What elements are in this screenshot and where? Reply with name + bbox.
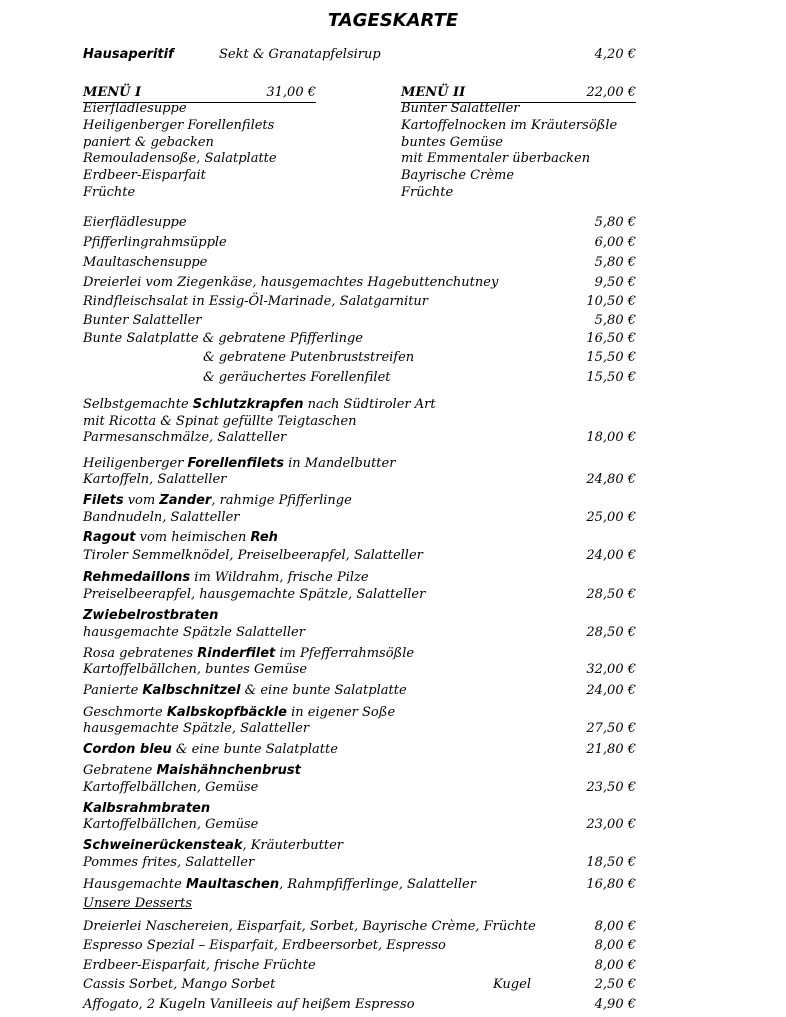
dish-title: Rosa gebratenes Rinderfilet im Pfefferrahmsößle [83,646,415,661]
starter-row [83,234,636,252]
dish-price: 21,80 € [586,742,636,757]
dessert-row [83,918,636,936]
dish-desc: Preiselbeerapfel, hausgemachte Spätzle, Salatteller [83,587,426,602]
starter-row [83,274,636,292]
menu1-course: paniert & gebacken [83,134,214,150]
aperitif-row [83,46,636,64]
dish-line [83,854,636,872]
dish-title: Heiligenberger Forellenfilets in Mandelbutter [83,456,396,471]
dessert-text: Erdbeer-Eisparfait, frische Früchte [83,958,316,973]
menu1-courses [83,101,277,202]
aperitif-desc: Sekt & Granatapfelsirup [219,47,381,62]
menu2-courses [401,101,617,202]
dessert-row [83,976,636,994]
dish-title: Schweinerückensteak, Kräuterbutter [83,838,343,853]
menu2-course: Bayrische Crème [401,168,515,184]
starter-price: 5,80 € [594,255,636,270]
starter-text: Bunte Salatplatte & gebratene Pfifferlinge [83,331,364,346]
dish-price: 24,00 € [586,683,636,698]
menu1-name: MENÜ I [83,85,142,100]
dessert-unit: Kugel [493,977,531,992]
dish-price: 24,80 € [586,472,636,487]
starter-text: Pfifferlingrahmsüpple [83,235,227,250]
menu2-course: Früchte [401,184,454,200]
dish-title: Rehmedaillons im Wildrahm, frische Pilze [83,570,369,585]
dish-desc: Tiroler Semmelknödel, Preiselbeerapfel, Salatteller [83,548,423,563]
dish-title: Ragout vom heimischen Reh [83,530,278,545]
dessert-text: Espresso Spezial – Eisparfait, Erdbeersorbet, Espresso [83,938,446,953]
menu2-course: Kartoffelnocken im Kräutersößle [401,117,618,133]
starter-text: & geräuchertes Forellenfilet [203,370,391,385]
desserts-heading-row [83,895,636,913]
dish-price: 28,50 € [586,587,636,602]
aperitif-price: 4,20 € [594,47,636,62]
dessert-price: 4,90 € [594,997,636,1012]
dish-desc: hausgemachte Spätzle Salatteller [83,625,305,640]
starter-text: Dreierlei vom Ziegenkäse, hausgemachtes Hagebuttenchutney [83,275,499,290]
dish-line [83,816,636,834]
dish-desc: mit Ricotta & Spinat gefüllte Teigtaschen [83,414,357,429]
dish-title: Hausgemachte Maultaschen, Rahmpfifferlinge, Salatteller [83,877,476,892]
dish-line [83,492,636,510]
dish-line [83,509,636,527]
dessert-price: 2,50 € [594,977,636,992]
dish-line [83,529,636,547]
dish-price: 23,50 € [586,780,636,795]
starter-price: 15,50 € [586,370,636,385]
dish-line [83,624,636,642]
menu1-course: Remouladensoße, Salatplatte [83,151,277,167]
dish-desc: hausgemachte Spätzle, Salatteller [83,721,310,736]
starter-text: Eierflädlesuppe [83,215,187,230]
dish-title: Zwiebelrostbraten [83,608,219,623]
starter-price: 16,50 € [586,331,636,346]
menu1-course: Heiligenberger Forellenfilets [83,117,275,133]
dish-desc: Bandnudeln, Salatteller [83,510,240,525]
dish-line [83,471,636,489]
starter-row [83,369,636,387]
starter-row [83,330,636,348]
dish-line [83,569,636,587]
starter-price: 5,80 € [594,313,636,328]
starter-row [83,349,636,367]
dish-desc: Kartoffelbällchen, Gemüse [83,780,259,795]
menu2-course: Bunter Salatteller [401,101,520,116]
dessert-price: 8,00 € [594,919,636,934]
menu1-course: Erdbeer-Eisparfait [83,168,206,184]
dish-line [83,547,636,565]
dish-title: Gebratene Maishähnchenbrust [83,763,301,778]
dish-line [83,762,636,780]
dish-line [83,779,636,797]
dish-price: 23,00 € [586,817,636,832]
dish-line [83,720,636,738]
dessert-text: Affogato, 2 Kugeln Vanilleeis auf heißem Espresso [83,997,415,1012]
menu1-price: 31,00 € [266,85,316,100]
dessert-price: 8,00 € [594,958,636,973]
dessert-text: Dreierlei Naschereien, Eisparfait, Sorbet, Bayrische Crème, Früchte [83,919,536,934]
page-title: TAGESKARTE [327,10,459,31]
dish-line [83,429,636,447]
menu1-course: Eierflädlesuppe [83,101,187,116]
starter-row [83,214,636,232]
starter-price: 6,00 € [594,235,636,250]
dish-title: Filets vom Zander, rahmige Pfifferlinge [83,493,352,508]
dish-price: 18,00 € [586,430,636,445]
dish-desc: Kartoffeln, Salatteller [83,472,227,487]
dish-price: 16,80 € [586,877,636,892]
dish-title: Geschmorte Kalbskopfbäckle in eigener Soße [83,705,396,720]
aperitif-name: Hausaperitif [83,47,174,62]
dish-line [83,396,636,414]
dish-title: Kalbsrahmbraten [83,801,211,816]
starter-price: 5,80 € [594,215,636,230]
dish-line [83,876,636,894]
dish-price: 28,50 € [586,625,636,640]
dish-desc: Pommes frites, Salatteller [83,855,255,870]
dish-title: Panierte Kalbschnitzel & eine bunte Salatplatte [83,683,407,698]
starter-row [83,312,636,330]
dessert-row [83,996,636,1014]
dish-desc: Kartoffelbällchen, Gemüse [83,817,259,832]
dish-title: Selbstgemachte Schlutzkrapfen nach Südtiroler Art [83,397,436,412]
starter-text: Maultaschensuppe [83,255,208,270]
starter-row [83,293,636,311]
starter-price: 9,50 € [594,275,636,290]
dish-price: 27,50 € [586,721,636,736]
starter-text: & gebratene Putenbruststreifen [203,350,415,365]
desserts-heading: Unsere Desserts [83,896,192,911]
menu2-course: mit Emmentaler überbacken [401,151,591,167]
dish-desc: Kartoffelbällchen, buntes Gemüse [83,662,308,677]
dish-title: Cordon bleu & eine bunte Salatplatte [83,742,338,757]
menu2-name: MENÜ II [401,85,466,100]
dish-line [83,682,636,700]
dish-line [83,741,636,759]
starter-text: Rindfleischsalat in Essig-Öl-Marinade, Salatgarnitur [83,294,429,309]
menu1-course: Früchte [83,184,136,200]
dessert-row [83,937,636,955]
starter-price: 15,50 € [586,350,636,365]
dish-line [83,837,636,855]
starter-price: 10,50 € [586,294,636,309]
dish-price: 25,00 € [586,510,636,525]
starter-text: Bunter Salatteller [83,313,202,328]
dish-line [83,586,636,604]
dessert-price: 8,00 € [594,938,636,953]
dessert-row [83,957,636,975]
starter-row [83,254,636,272]
dish-price: 18,50 € [586,855,636,870]
menu2-course: buntes Gemüse [401,134,503,150]
menu2-price: 22,00 € [586,85,636,100]
dish-line [83,661,636,679]
dish-desc: Parmesanschmälze, Salatteller [83,430,287,445]
dessert-text: Cassis Sorbet, Mango Sorbet [83,977,276,992]
dish-line [83,607,636,625]
dish-price: 24,00 € [586,548,636,563]
dish-price: 32,00 € [586,662,636,677]
